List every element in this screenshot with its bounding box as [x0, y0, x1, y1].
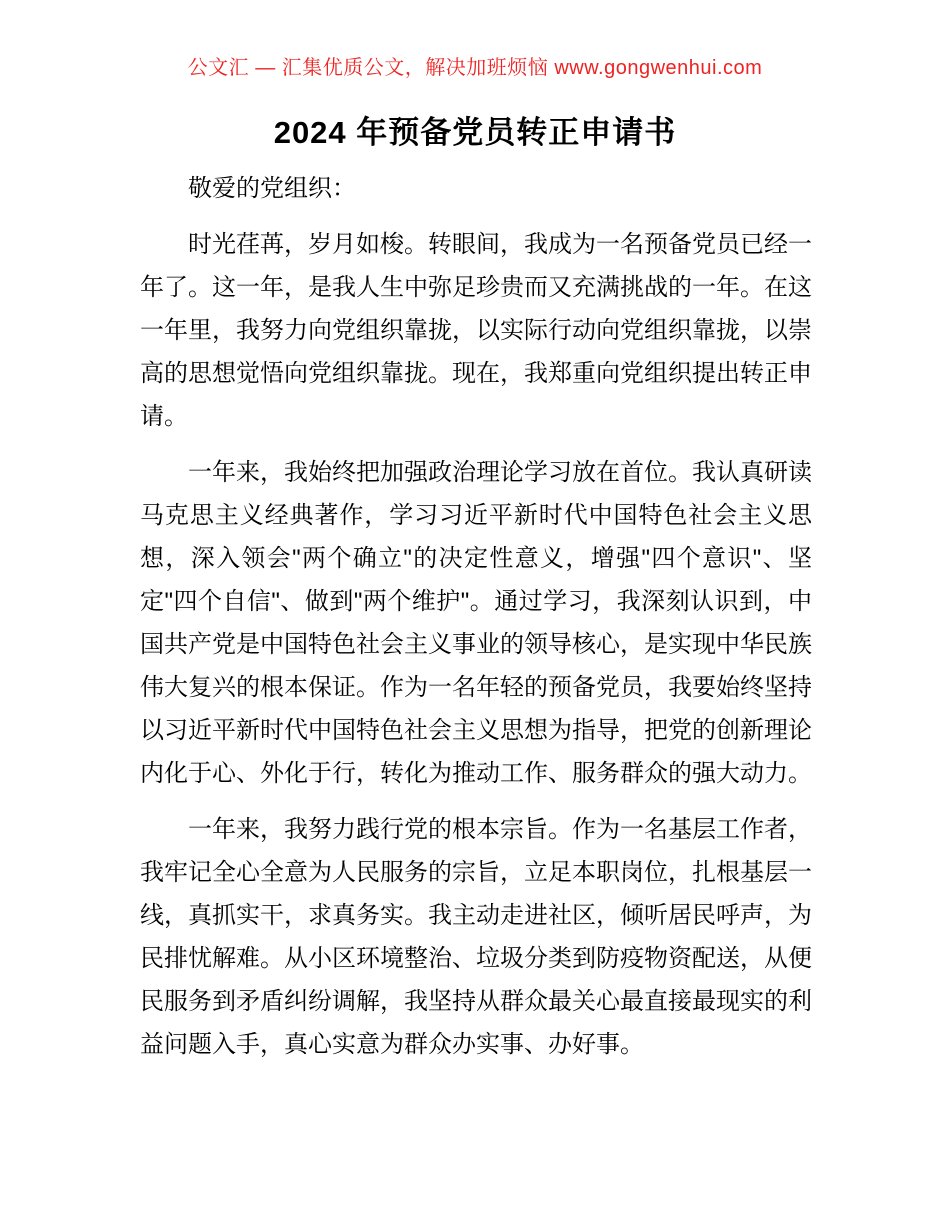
- paragraph: 时光荏苒，岁月如梭。转眼间，我成为一名预备党员已经一年了。这一年，是我人生中弥足珍贵而又充满挑战的一年。在这一年里，我努力向党组织靠拢，以实际行动向党组织靠拢，以崇高的思想觉悟向党组织靠拢。现在，我郑重向党组织提出转正申请。: [140, 231, 812, 430]
- document-body: [140, 167, 812, 1079]
- paragraph: 一年来，我始终把加强政治理论学习放在首位。我认真研读马克思主义经典著作，学习习近平新时代中国特色社会主义思想，深入领会"两个确立"的决定性意义，增强"四个意识"、坚定"四个自信"、做到"两个维护"。通过学习，我深刻认识到，中国共产党是中国特色社会主义事业的领导核心，是实现中华民族伟大复兴的根本保证。作为一名年轻的预备党员，我要始终坚持以习近平新时代中国特色社会主义思想为指导，把党的创新理论内化于心、外化于行，转化为推动工作、服务群众的强大动力。: [140, 459, 812, 787]
- salutation: 敬爱的党组织：: [188, 175, 356, 202]
- document-title: 2024 年预备党员转正申请书: [273, 115, 677, 150]
- promo-header: 公文汇 — 汇集优质公文，解决加班烦恼 www.gongwenhui.com: [187, 57, 763, 79]
- paragraph: 一年来，我努力践行党的根本宗旨。作为一名基层工作者，我牢记全心全意为人民服务的宗旨，立足本职岗位，扎根基层一线，真抓实干，求真务实。我主动走进社区，倾听居民呼声，为民排忧解难。从小区环境整治、垃圾分类到防疫物资配送，从便民服务到矛盾纠纷调解，我坚持从群众最关心最直接最现实的利益问题入手，真心实意为群众办实事、办好事。: [140, 816, 812, 1058]
